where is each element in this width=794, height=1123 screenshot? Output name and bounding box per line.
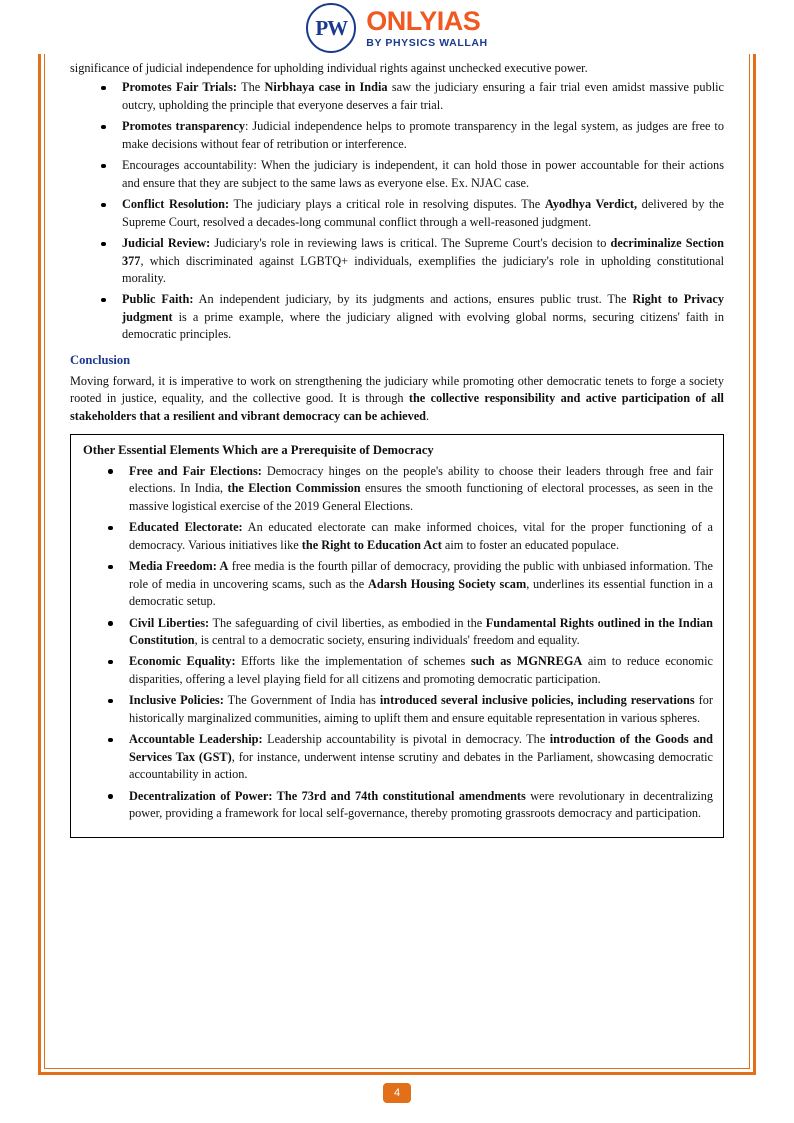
- list-item: Promotes Fair Trials: The Nirbhaya case in India saw the judiciary ensuring a fair trial even amidst massive public outcry, upholding the principle that everyone deserves a fair trial.: [70, 79, 724, 114]
- box-title: Other Essential Elements Which are a Prerequisite of Democracy: [83, 443, 434, 458]
- pw-monogram: PW: [315, 15, 348, 40]
- conclusion-heading: Conclusion: [70, 352, 131, 367]
- brand-name: ONLYIAS: [366, 5, 481, 36]
- list-item: Civil Liberties: The safeguarding of civil liberties, as embodied in the Fundamental Rights outlined in the Indian Constitution, is central to a democratic society, ensuring individuals' freedom and equality.: [81, 615, 713, 650]
- essential-elements-bullet-list: [81, 463, 713, 823]
- judicial-independence-bullet-list: [70, 79, 724, 343]
- conclusion-paragraph: Moving forward, it is imperative to work on strengthening the judiciary while promoting other democratic tenets to forge a society rooted in justice, equality, and the collective good. It is through the collective responsibility and active participation of all stakeholders that a resilient and vibrant democracy can be achieved.: [70, 373, 724, 423]
- essential-elements-box: [70, 434, 724, 837]
- list-item: Educated Electorate: An educated electorate can make informed choices, vital for the proper functioning of a democracy. Various initiatives like the Right to Education Act aim to foster an educated populace.: [81, 519, 713, 554]
- list-item: Decentralization of Power: The 73rd and 74th constitutional amendments were revolutionary in decentralizing power, providing a framework for local self-governance, thereby promoting grassroots democracy and participation.: [81, 788, 713, 823]
- page-number-badge: 4: [383, 1083, 411, 1103]
- header-logo: [0, 2, 794, 54]
- list-item: Economic Equality: Efforts like the implementation of schemes such as MGNREGA aim to reduce economic disparities, offering a level playing field for all citizens and promoting democratic participation.: [81, 653, 713, 688]
- intro-paragraph: significance of judicial independence for upholding individual rights against unchecked executive power.: [70, 61, 588, 75]
- list-item: Judicial Review: Judiciary's role in reviewing laws is critical. The Supreme Court's decision to decriminalize Section 377, which discriminated against LGBTQ+ individuals, exemplifies the judiciary's role in upholding constitutional morality.: [70, 235, 724, 287]
- list-item: Media Freedom: A free media is the fourth pillar of democracy, providing the public with unbiased information. The role of media in uncovering scams, such as the Adarsh Housing Society scam, underlines its essential function in a democratic setup.: [81, 558, 713, 610]
- list-item: Promotes transparency: Judicial independence helps to promote transparency in the legal system, as judges are free to make decisions without fear of retribution or interference.: [70, 118, 724, 153]
- list-item: Encourages accountability: When the judiciary is independent, it can hold those in power accountable for their actions and ensure that they are subject to the same laws as everyone else. Ex. NJAC case.: [70, 157, 724, 192]
- brand-tagline: BY PHYSICS WALLAH: [366, 36, 488, 49]
- list-item: Accountable Leadership: Leadership accountability is pivotal in democracy. The introduction of the Goods and Services Tax (GST), for instance, underwent intense scrutiny and debates in the Parliament, showcasing democratic accountability in action.: [81, 731, 713, 783]
- pw-circle-logo-icon: [306, 3, 356, 53]
- list-item: Free and Fair Elections: Democracy hinges on the people's ability to choose their leaders through free and fair elections. In India, the Election Commission ensures the smooth functioning of electoral processes, as seen in the massive logistical exercise of the 2019 General Elections.: [81, 463, 713, 515]
- document-body: [70, 60, 724, 838]
- list-item: Conflict Resolution: The judiciary plays a critical role in resolving disputes. The Ayodhya Verdict, delivered by the Supreme Court, resolved a decades-long communal conflict through a well-reasoned judgment.: [70, 196, 724, 231]
- list-item: Public Faith: An independent judiciary, by its judgments and actions, ensures public trust. The Right to Privacy judgment is a prime example, where the judiciary aligned with evolving global norms, securing citizens' faith in democratic principles.: [70, 291, 724, 343]
- list-item: Inclusive Policies: The Government of India has introduced several inclusive policies, including reservations for historically marginalized communities, aiming to uplift them and ensure equitable representation in various spheres.: [81, 692, 713, 727]
